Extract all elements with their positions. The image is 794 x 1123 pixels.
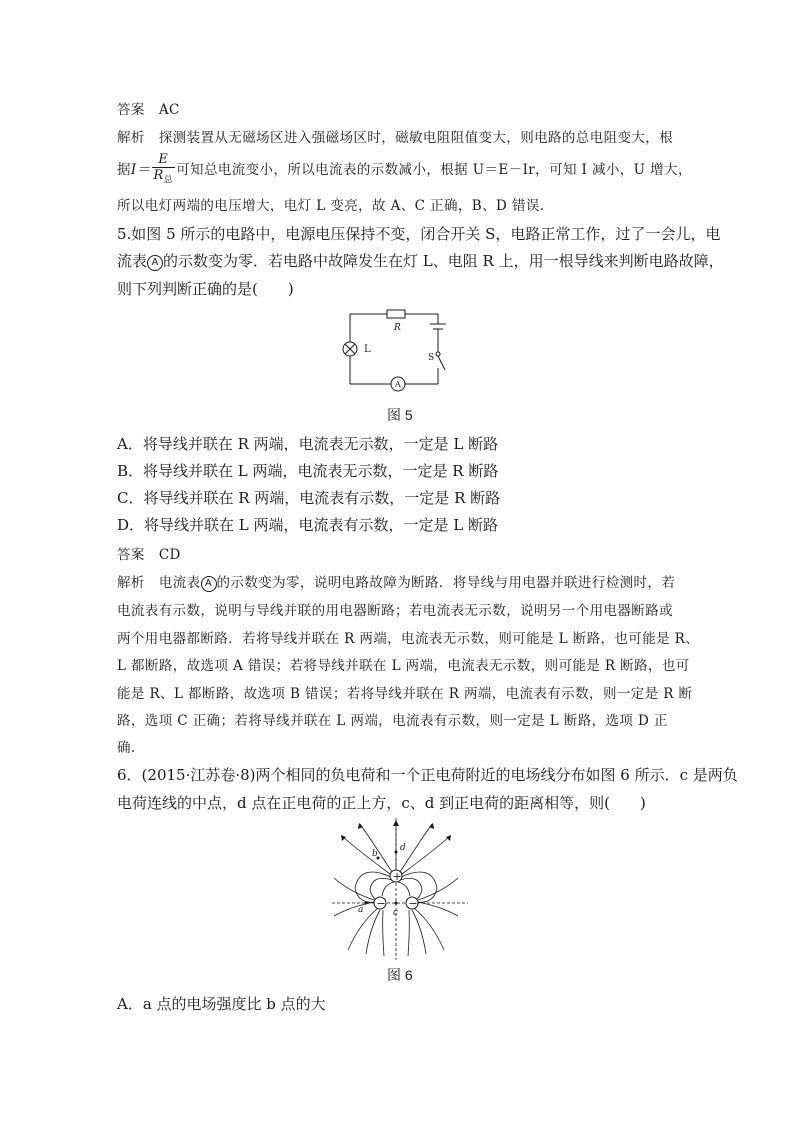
q5-stem-line-3: 则下列判断正确的是( ) bbox=[117, 280, 294, 298]
ammeter-symbol: A bbox=[201, 576, 217, 592]
q5-explanation-line-7: 确. bbox=[117, 740, 136, 756]
label-s: S bbox=[428, 353, 435, 363]
label-d: d bbox=[400, 843, 406, 853]
q4-fraction: $\frac{E}{R_总}$ bbox=[153, 152, 174, 186]
analysis-label: 解析 bbox=[117, 130, 145, 146]
ammeter-symbol: A bbox=[147, 255, 163, 271]
q5-explanation-line-4: L 都断路，故选项 A 错误；若将导线并联在 L 两端，电流表无示数，则可能是 R 断路，也可 bbox=[117, 658, 690, 674]
q5-explanation-line-2: 电流表有示数，说明与导线并联的用电器断路；若电流表无示数，说明另一个用电器断路或 bbox=[117, 603, 673, 619]
q6-option-a: A．a 点的电场强度比 b 点的大 bbox=[117, 995, 326, 1013]
q4-answer-line bbox=[117, 98, 180, 118]
figure-6-field-lines bbox=[330, 818, 470, 960]
q5-explanation-line-6: 路，选项 C 正确；若将导线并联在 L 两端，电流表有示数，则一定是 L 断路，选项 D 正 bbox=[117, 713, 668, 729]
label-c: c bbox=[393, 908, 399, 918]
answer-label: 答案 bbox=[117, 547, 145, 563]
q4-explanation-line-3: 所以电灯两端的电压增大，电灯 L 变亮，故 A、C 正确，B、D 错误. bbox=[117, 198, 545, 214]
q4-answer: AC bbox=[158, 102, 180, 118]
label-r: R bbox=[394, 323, 401, 333]
q5-option-a: A．将导线并联在 R 两端，电流表无示数，一定是 L 断路 bbox=[117, 435, 499, 453]
q5-stem-line-2: 流表 A 的示数变为零．若电路中故障发生在灯 L、电阻 R 上，用一根导线来判断电路故障， bbox=[117, 252, 724, 270]
figure-5-caption: 图 5 bbox=[387, 407, 413, 423]
label-b: b bbox=[372, 849, 378, 859]
label-l: L bbox=[364, 344, 371, 355]
q4-explanation-line-1: 解析 探测装置从无磁场区进入强磁场区时，磁敏电阻阻值变大，则电路的总电阻变大，根 bbox=[117, 130, 674, 146]
q6-stem-line-1: 6．(2015·江苏卷·8)两个相同的负电荷和一个正电荷附近的电场线分布如图 6 所示．c 是两负 bbox=[117, 766, 738, 784]
q5-option-b: B．将导线并联在 L 两端，电流表无示数，一定是 R 断路 bbox=[117, 462, 499, 480]
q5-answer: CD bbox=[158, 547, 181, 563]
q5-explanation-line-3: 两个用电器都断路．若将导线并联在 R 两端，电流表无示数，则可能是 L 断路，也可能是 R、 bbox=[117, 631, 700, 647]
q4-explanation-line-2: 据I＝ $\frac{E}{R_总}$ 可知总电流变小，所以电流表的示数减小，根据 U＝E－Ir，可知 I 减小，U 增大， bbox=[117, 152, 692, 189]
q5-explanation-line-5: 能是 R、L 都断路，故选项 B 错误；若将导线并联在 R 两端，电流表有示数，则一定是 R 断 bbox=[117, 686, 693, 702]
figure-6-caption: 图 6 bbox=[387, 967, 413, 983]
q6-stem-line-2: 电荷连线的中点，d 点在正电荷的正上方，c、d 到正电荷的距离相等，则( ) bbox=[117, 794, 646, 812]
figure-5-circuit bbox=[338, 300, 458, 400]
q5-option-c: C．将导线并联在 R 两端，电流表有示数，一定是 R 断路 bbox=[117, 489, 501, 507]
analysis-label: 解析 bbox=[117, 575, 145, 591]
q5-explanation-line-1: 解析 电流表 A 的示数变为零，说明电路故障为断路．将导线与用电器并联进行检测时，若 bbox=[117, 575, 676, 591]
resistor-r bbox=[387, 310, 405, 318]
label-a: A bbox=[395, 380, 401, 389]
minus-sign-right: − bbox=[408, 897, 418, 910]
plus-sign: + bbox=[392, 870, 402, 883]
minus-sign-left: − bbox=[376, 897, 386, 910]
answer-label: 答案 bbox=[117, 102, 145, 118]
q5-stem-line-1: 5.如图 5 所示的电路中，电源电压保持不变，闭合开关 S，电路正常工作，过了一会儿，电 bbox=[117, 225, 721, 243]
label-a: a bbox=[358, 905, 364, 915]
switch-s bbox=[438, 356, 445, 370]
q5-option-d: D．将导线并联在 L 两端，电流表有示数，一定是 L 断路 bbox=[117, 516, 499, 534]
q5-answer-line bbox=[117, 543, 181, 563]
